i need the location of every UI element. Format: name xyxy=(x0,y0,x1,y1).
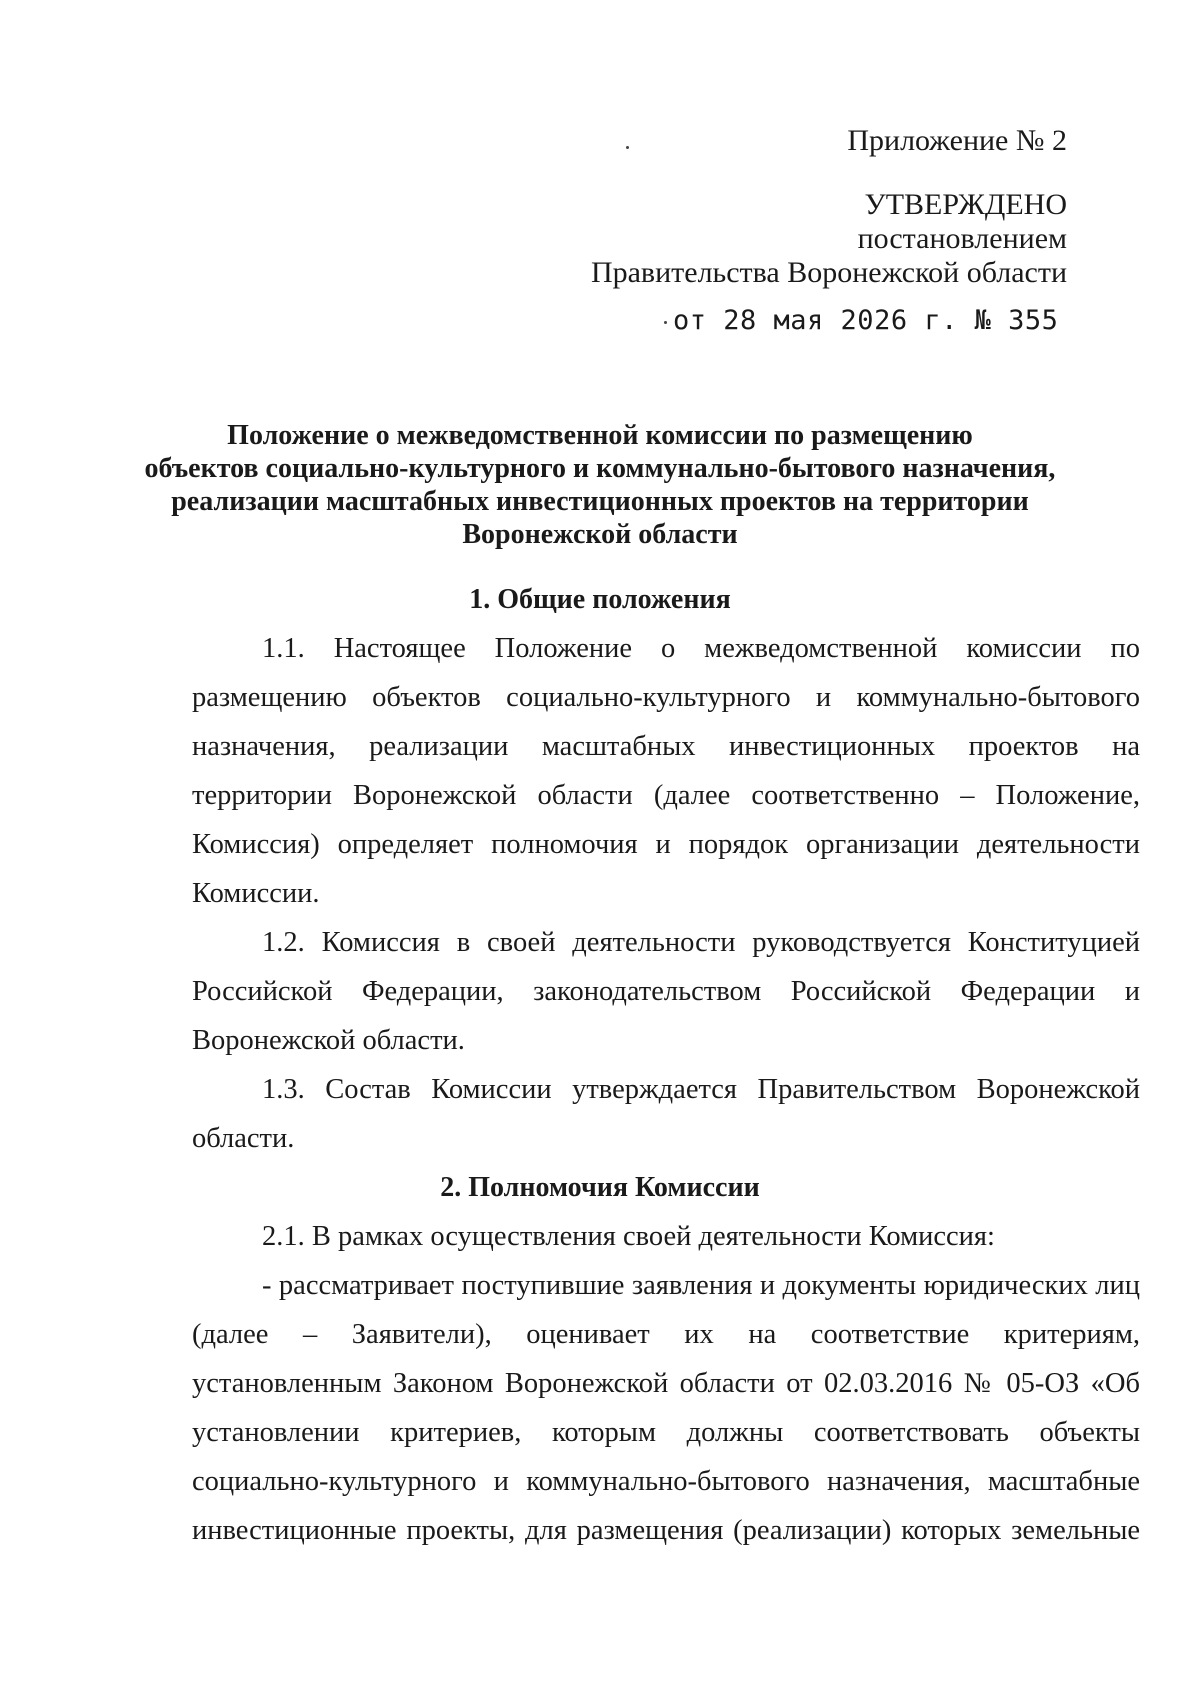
decree-label: постановлением xyxy=(857,222,1067,255)
para-1-2-line-2: Российской Федерации, законодательством Российской Федерации и xyxy=(192,976,1140,1007)
item-1-line-6: инвестиционные проекты, для размещения (реализации) которых земельные xyxy=(192,1515,1140,1546)
para-1-2-line-3: Воронежской области. xyxy=(192,1025,465,1056)
para-1-3-line-1: 1.3. Состав Комиссии утверждается Правительством Воронежской xyxy=(262,1074,1140,1105)
para-1-1-line-4: территории Воронежской области (далее соответственно – Положение, xyxy=(192,780,1140,811)
doc-title-line-2: объектов социально-культурного и коммунально-бытового назначения, xyxy=(144,453,1056,484)
item-1-line-5: социально-культурного и коммунально-бытового назначения, масштабные xyxy=(192,1466,1140,1497)
item-1-line-4: установлении критериев, которым должны соответствовать объекты xyxy=(192,1417,1140,1448)
item-1-line-2: (далее – Заявители), оценивает их на соответствие критериям, xyxy=(192,1319,1140,1350)
section-1-heading: 1. Общие положения xyxy=(469,584,731,615)
item-1-line-1: - рассматривает поступившие заявления и документы юридических лиц xyxy=(262,1270,1140,1301)
para-1-1-line-6: Комиссии. xyxy=(192,878,320,909)
para-1-1-line-2: размещению объектов социально-культурного и коммунально-бытового xyxy=(192,682,1140,713)
authority-label: Правительства Воронежской области xyxy=(590,256,1067,289)
para-1-1-line-3: назначения, реализации масштабных инвестиционных проектов на xyxy=(192,731,1140,762)
scan-speck xyxy=(626,146,629,149)
para-1-3-line-2: области. xyxy=(192,1123,295,1154)
doc-title-line-3: реализации масштабных инвестиционных проектов на территории xyxy=(171,486,1029,517)
scan-speck xyxy=(664,321,667,324)
approved-label: УТВЕРЖДЕНО xyxy=(864,188,1067,221)
doc-title-line-1: Положение о межведомственной комиссии по размещению xyxy=(227,420,973,451)
para-2-1: 2.1. В рамках осуществления своей деятельности Комиссия: xyxy=(262,1221,995,1252)
para-1-1-line-5: Комиссия) определяет полномочия и порядок организации деятельности xyxy=(192,829,1140,860)
para-1-1-line-1: 1.1. Настоящее Положение о межведомственной комиссии по xyxy=(262,633,1140,664)
para-1-2-line-1: 1.2. Комиссия в своей деятельности руководствуется Конституцией xyxy=(262,927,1140,958)
section-2-heading: 2. Полномочия Комиссии xyxy=(440,1172,760,1203)
registration-text: от 28 мая 2026 г. № 355 xyxy=(673,305,1059,336)
appendix-label: Приложение № 2 xyxy=(847,124,1067,157)
item-1-line-3: установленным Законом Воронежской области от 02.03.2016 № 05-ОЗ «Об xyxy=(192,1368,1140,1399)
doc-title-line-4: Воронежской области xyxy=(462,519,738,550)
registration-line xyxy=(673,305,1058,336)
